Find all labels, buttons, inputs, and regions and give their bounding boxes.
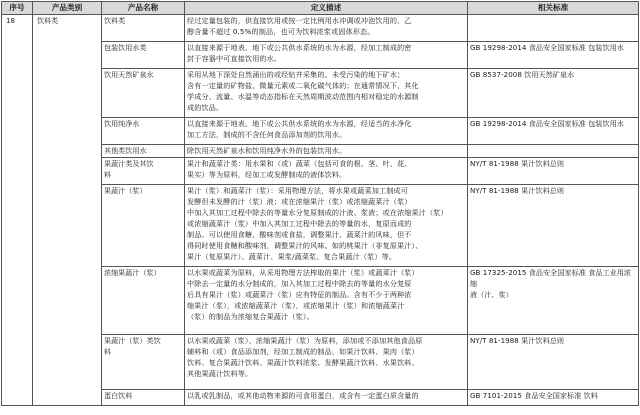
name-cell: 果蔬汁类及其饮 料 (102, 158, 185, 185)
name-cell: 蛋白饮料 (102, 390, 185, 406)
header-definition: 定义描述 (185, 2, 468, 15)
beverage-definition-table (1, 1, 639, 406)
standard-cell: GB 19298-2014 食品安全国家标准 包装饮用水 (468, 118, 639, 145)
name-cell: 果蔬汁（浆）类饮 料 (102, 335, 185, 390)
standard-cell (468, 145, 639, 158)
definition-cell: 果汁（浆）和蔬菜汁（浆）：采用物理方法，将水果或蔬菜加工制成可 发酵但未发酵的汁（浆）液；或在浓缩果汁（浆）或浓缩蔬菜汁（浆） 中加入其加工过程中除去的等量水分复原制成的汁液、浆液；或在浓缩果汁（浆） 或浓缩蔬菜汁（浆）中加入其加工过程中除去的等量的水，复原而成的 制品。可以使用食糖、酸味剂或食盐，调整果汁、蔬菜汁的风味，但不 得同时使用食糖和酸味剂，调整果汁的风味。如的桃果汁（非复原果汁）、 果汁（复原果汁）、蔬菜汁、果浆/蔬菜浆、复合果蔬汁（浆）等。 (185, 185, 468, 267)
definition-cell: 经过定量包装的，供直接饮用或按一定比例用水冲调或冲泡饮用的，乙 醇含量不超过 0.5%的制品，也可为饮料浓浆或固体形态。 (185, 15, 468, 42)
row-number: 18 (2, 15, 33, 406)
header-category: 产品类别 (33, 2, 102, 15)
definition-cell: 以水果或蔬菜（浆）、浓缩果蔬汁（浆）为原料，添加或不添加其他食品原 辅料和（或）食品添加剂，经加工制成的制品，如果汁饮料、果肉（浆） 饮料、复合果蔬汁饮料、果蔬汁饮料浓浆、发酵果蔬汁饮料、水果饮料、 其他果蔬汁饮料等。 (185, 335, 468, 390)
name-cell: 浓缩果蔬汁（浆） (102, 267, 185, 335)
standard-cell: GB 7101-2015 食品安全国家标准 饮料 (468, 390, 639, 406)
definition-cell: 以水果或蔬菜为原料，从采用物理方法榨取的果汁（浆）或蔬菜汁（浆） 中除去一定量的水分制成的，加入其加工过程中除去的等量的水分复原 后具有果汁（浆）或蔬菜汁（浆）应有特征的制品。含有不少于两种浓 缩果汁（浆），或浓缩蔬菜汁（浆），或浓缩果汁（浆）和浓缩蔬菜汁 （浆）的制品为浓缩复合果蔬汁（浆）。 (185, 267, 468, 335)
category-cell: 饮料类 (33, 15, 102, 406)
standard-cell (468, 15, 639, 42)
standard-cell: NY/T 81-1988 果汁饮料总则 (468, 335, 639, 390)
standard-cell: NY/T 81-1988 果汁饮料总则 (468, 158, 639, 185)
standard-cell: GB 17325-2015 食品安全国家标准 食品工业用浓缩 液（汁、浆） (468, 267, 639, 335)
name-cell: 饮用纯净水 (102, 118, 185, 145)
definition-cell: 果汁和蔬菜汁类：用水果和（或）蔬菜（包括可食的根、茎、叶、花、 果实）等为原料，经加工或发酵制成的液体饮料。 (185, 158, 468, 185)
table-row (2, 15, 639, 42)
name-cell: 饮用天然矿泉水 (102, 69, 185, 118)
header-standard: 相关标准 (468, 2, 639, 15)
standard-cell: NY/T 81-1988 果汁饮料总则 (468, 185, 639, 267)
definition-cell: 以乳或乳制品，或其他动物来源的可食用蛋白，或含有一定蛋白质含量的 (185, 390, 468, 406)
definition-cell: 以直接来源于地表、地下或公共供水系统的水为水源，经适当的水净化 加工方法，制成的不含任何食品添加剂的饮用水。 (185, 118, 468, 145)
definition-cell: 除饮用天然矿泉水和饮用纯净水外的包装饮用水。 (185, 145, 468, 158)
definition-cell: 采用从地下深处自然涌出的或经钻井采集的、未受污染的地下矿水； 含有一定量的矿物盐、微量元素或二氧化碳气体的；在通常情况下，其化 学成分、流量、水温等动态指标在天然周期波动范围内相对稳定的水源制 成的饮品。 (185, 69, 468, 118)
header-no: 序号 (2, 2, 33, 15)
header-name: 产品名称 (102, 2, 185, 15)
definition-cell: 以直接来源于地表、地下或公共供水系统的水为水源，经加工制成的密 封于容器中可直接饮用的水。 (185, 42, 468, 69)
name-cell: 其他类饮用水 (102, 145, 185, 158)
name-cell: 包装饮用水类 (102, 42, 185, 69)
standard-cell: GB 19298-2014 食品安全国家标准 包装饮用水 (468, 42, 639, 69)
table-header-row (2, 2, 639, 15)
name-cell: 果蔬汁（浆） (102, 185, 185, 267)
name-cell: 饮料类 (102, 15, 185, 42)
standard-cell: GB 8537-2008 饮用天然矿泉水 (468, 69, 639, 118)
